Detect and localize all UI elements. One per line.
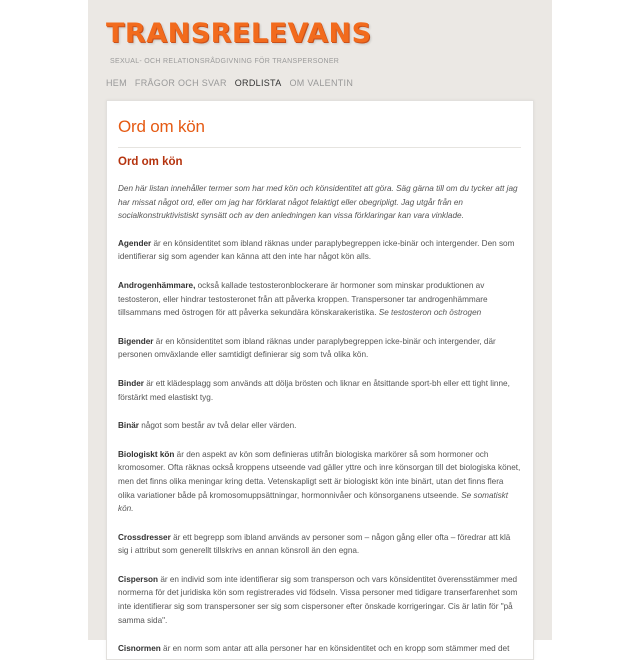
nav-item-hem[interactable]: HEM [106,78,127,88]
entry-text: är den aspekt av kön som definieras utifrån biologiska markörer så som hormoner och kromosomer. Ofta räknas också kroppens utseende vad gäller yttre och inre könsorgan till det biologiska könet, men det finns olika meningar kring detta. Vetenskapligt sett är biologiskt kön inte binärt, utan det finns flera olika variationer både på kromosomuppsättningar, hormonnivåer och könsorganens utseende. [118,449,521,500]
nav-item-om-valentin[interactable]: OM VALENTIN [289,78,354,88]
section-title: Ord om kön [118,156,183,168]
page-title: Ord om kön [118,117,205,136]
entry-term: Agender [118,238,152,248]
glossary-entry [118,377,521,404]
entry-text: något som består av två delar eller värden. [138,421,297,431]
entry-term: Crossdresser [118,532,171,542]
entry-see-also: Se testosteron och östrogen [378,308,482,318]
page-background [88,0,552,654]
entry-term: Binär [118,421,139,431]
glossary-entry [118,573,521,627]
entry-text: är en könsidentitet som ibland räknas under paraplybegreppen icke-binär och intergender. Den som identifierar sig som agender kan känna att den inte har något kön alls. [118,238,515,262]
glossary-entry [118,642,521,656]
entry-text: också kallade testosteronblockerare är hormoner som minskar produktionen av testosteron, eller hindrar testosteronet från att påverka kroppen. Transpersoner tar androgenhämmare tillsammans med östrogen för att påverka sekundära könskarakeristika. [118,280,488,318]
glossary-entry [118,335,521,362]
entry-text: är ett klädesplagg som används att dölja brösten och liknar en åtsittande sport-bh eller ett tight linne, förstärkt med elastiskt tyg. [118,378,510,402]
glossary-entry [118,279,521,320]
glossary-entry [118,531,521,558]
entry-text: är en norm som antar att alla personer har en könsidentitet och en kropp som stämmer med det [160,644,510,654]
site-tagline: SEXUAL- OCH RELATIONSRÅDGIVNING FÖR TRANSPERSONER [110,58,340,65]
entry-term: Androgenhämmare, [118,280,196,290]
entry-term: Binder [118,378,144,388]
entry-text: är en könsidentitet som ibland räknas under paraplybegreppen icke-binär och intergender, där personen omväxlande eller samtidigt definierar sig som två olika kön. [118,336,496,360]
main-nav [106,78,353,88]
entry-term: Cisnormen [118,644,161,654]
entry-term: Cisperson [118,574,159,584]
entry-see-also: Se somatiskt kön. [118,490,509,514]
glossary-entry [118,237,521,264]
entry-text: är ett begrepp som ibland används av personer som – någon gång eller ofta – föredrar att klä sig i attribut som generellt tillskrivs en annan könsroll än den egna. [118,532,511,556]
entry-text: är en individ som inte identifierar sig som transperson och vars könsidentitet överensstämmer med normerna för det juridiska kön som registrerades vid födseln. Vissa personer med tidigare transerfarenhet som inte identifierar sig som transpersoner ser sig som cispersoner efter önskade korrigeringar. Cis är latin för "på samma sida". [118,574,518,625]
nav-item-fragor-och-svar[interactable]: FRÅGOR OCH SVAR [134,78,227,88]
glossary-entry [118,448,521,516]
site-logo[interactable]: TRANSRELEVANS [106,18,372,49]
intro-text: Den här listan innehåller termer som har med kön och könsidentitet att göra. Säg gärna till om du tycker att jag har missat något ord, eller om jag har förklarat något felaktigt eller obegripligt. Jag utgår från en socialkonstruktivistiskt synsätt och av den anledningen kan vissa förklaringar kan vara vinklade. [118,184,518,221]
nav-item-ordlista[interactable]: ORDLISTA [234,78,282,88]
entry-term: Biologiskt kön [118,449,175,459]
entry-term: Bigender [118,336,154,346]
glossary-entry [118,419,521,433]
content-panel [106,100,534,660]
title-divider [118,147,521,148]
